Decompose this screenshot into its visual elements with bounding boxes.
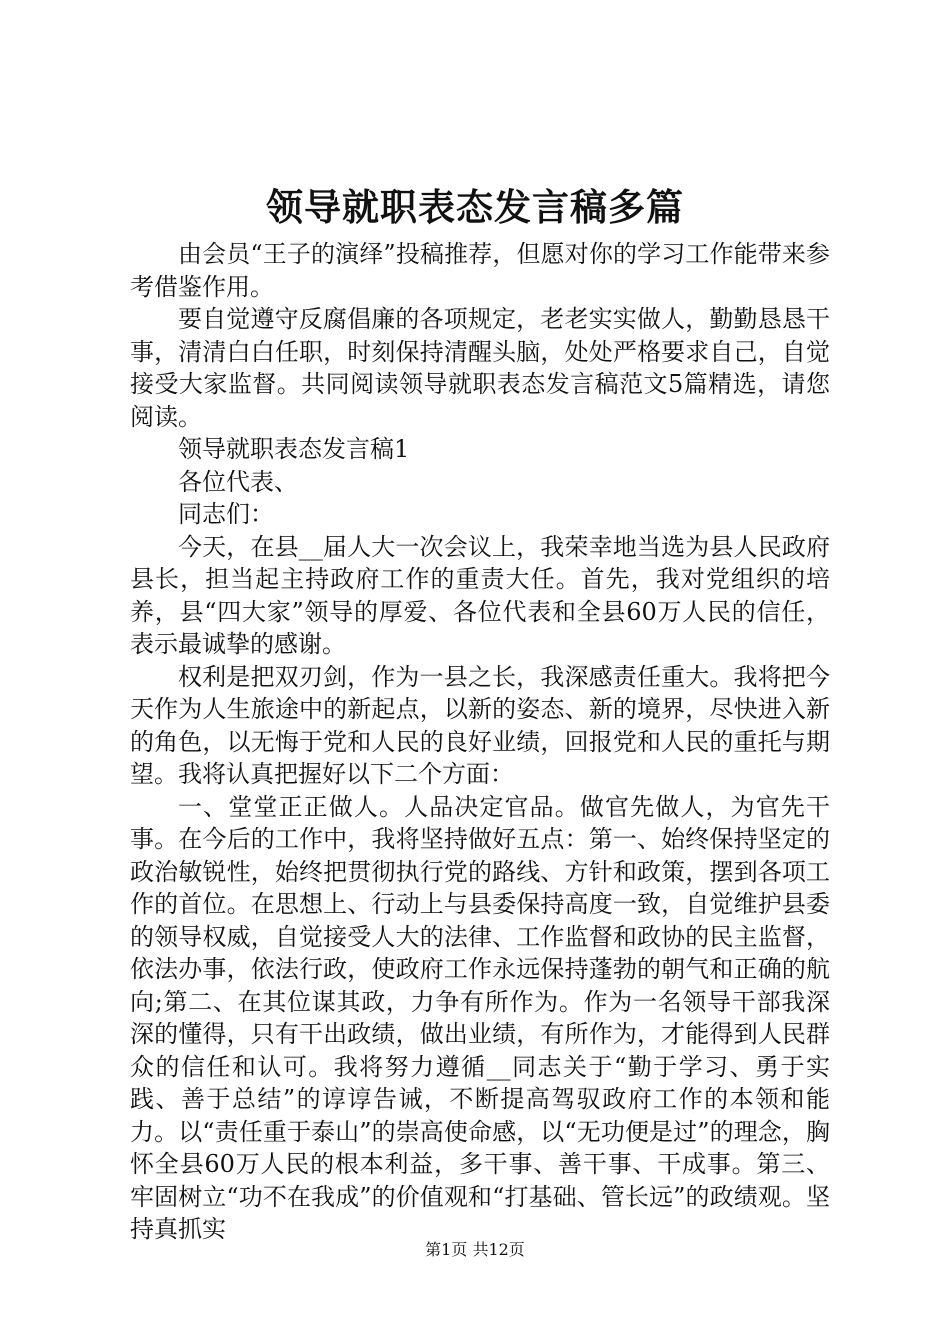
paragraph: 今天，在县__届人大一次会议上，我荣幸地当选为县人民政府县长，担当起主持政府工作的重责大任。首先，我对党组织的培养，县“四大家”领导的厚爱、各位代表和全县60万人民的信任，表示最诚挚的感谢。	[130, 532, 830, 658]
paragraph: 一、堂堂正正做人。人品决定官品。做官先做人，为官先干事。在今后的工作中，我将坚持做好五点：第一、始终保持坚定的政治敏锐性，始终把贯彻执行党的路线、方针和政策，摆到各项工作的首位。在思想上、行动上与县委保持高度一致，自觉维护县委的领导权威，自觉接受人大的法律、工作监督和政协的民主监督，依法办事，依法行政，使政府工作永远保持蓬勃的朝气和正确的航向;第二、在其位谋其政，力争有所作为。作为一名领导干部我深深的懂得，只有干出政绩，做出业绩，有所作为，才能得到人民群众的信任和认可。我将努力遵循__同志关于“勤于学习、勇于实践、善于总结”的谆谆告诫，不断提高驾驭政府工作的本领和能力。以“责任重于泰山”的崇高使命感，以“无功便是过”的理念，胸怀全县60万人民的根本利益，多干事、善干事、干成事。第三、牢固树立“功不在我成”的价值观和“打基础、管长远”的政绩观。坚持真抓实	[130, 792, 830, 1243]
section-heading: 领导就职表态发言稿1	[178, 435, 410, 463]
document-title: 领导就职表态发言稿多篇	[266, 185, 684, 229]
salutation: 同志们：	[178, 500, 274, 528]
paragraph: 权利是把双刃剑，作为一县之长，我深感责任重大。我将把今天作为人生旅途中的新起点，以新的姿态、新的境界，尽快进入新的角色，以无悔于党和人民的良好业绩，回报党和人民的重托与期望。我将认真把握好以下二个方面：	[130, 662, 830, 788]
paragraph: 由会员“王子的演绎”投稿推荐，但愿对你的学习工作能带来参考借鉴作用。	[130, 240, 830, 301]
document-body	[130, 238, 830, 1246]
salutation: 各位代表、	[178, 467, 298, 496]
page-number-footer: 第1页 共12页	[425, 1240, 525, 1259]
paragraph: 要自觉遵守反腐倡廉的各项规定，老老实实做人，勤勤恳恳干事，清清白白任职，时刻保持清醒头脑，处处严格要求自己，自觉接受大家监督。共同阅读领导就职表态发言稿范文5篇精选，请您阅读。	[130, 305, 830, 431]
